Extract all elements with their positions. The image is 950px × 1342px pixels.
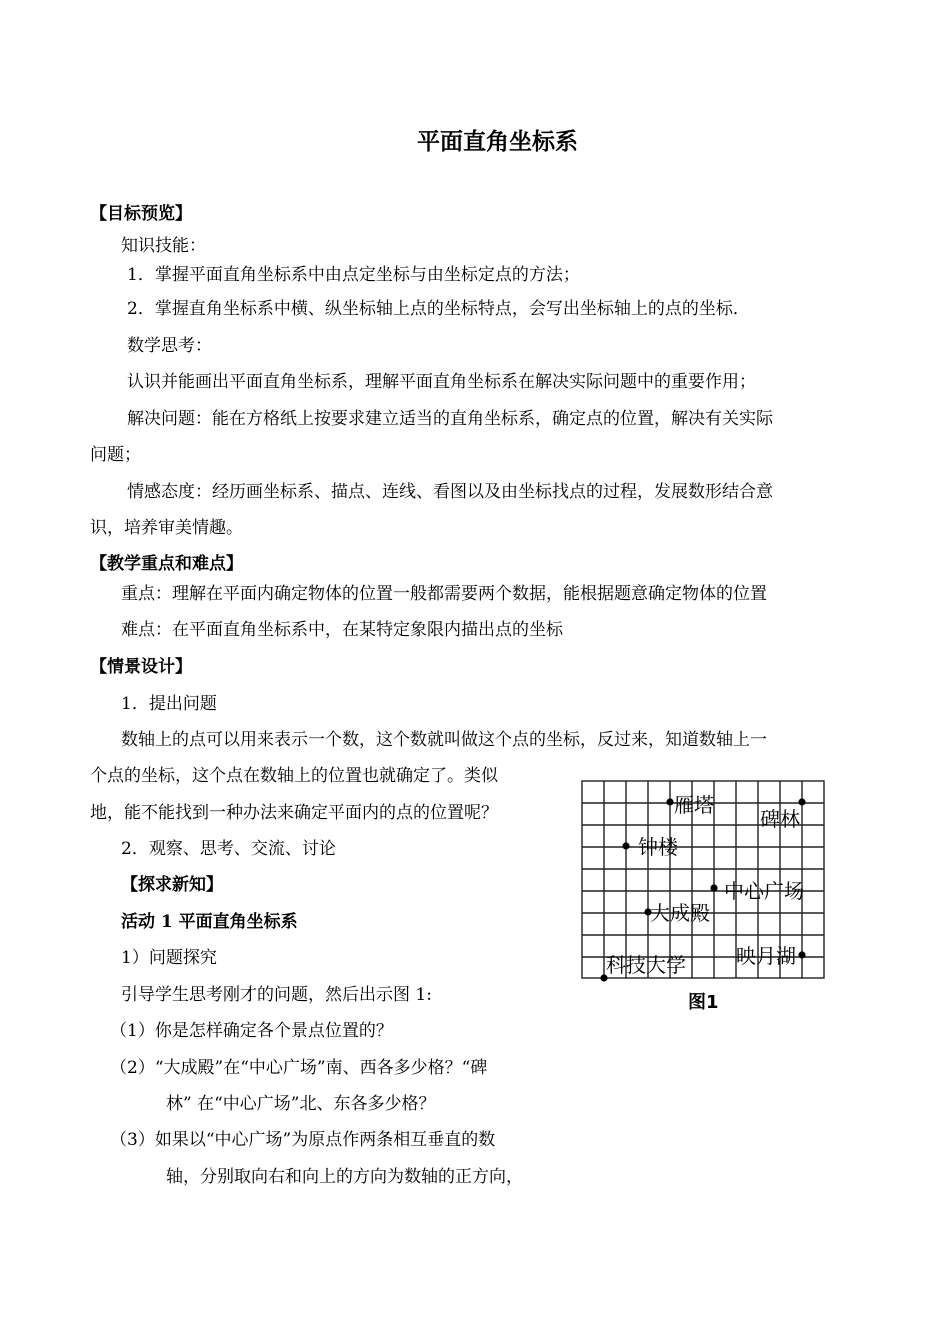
scenario-paragraph-line3: 地，能不能找到一种办法来确定平面内的点的位置呢？ <box>90 803 498 823</box>
beilin-point <box>798 798 805 805</box>
dacheng-label: 大成殿 <box>650 901 710 925</box>
scenario-q2: 2．观察、思考、交流、讨论 <box>121 839 336 859</box>
beilin-label: 碑林 <box>760 807 800 831</box>
scenario-paragraph-line1: 数轴上的点可以用来表示一个数，这个数就叫做这个点的坐标，反过来，知道数轴上一 <box>121 730 767 750</box>
yanta-point <box>666 798 673 805</box>
attitude-text-line2: 识，培养审美情趣。 <box>90 518 243 538</box>
section-scenario-heading: 【情景设计】 <box>90 657 192 677</box>
section-keypoints-heading: 【教学重点和难点】 <box>90 554 243 574</box>
activity-title: 活动 1 平面直角坐标系 <box>121 912 298 932</box>
guide-text: 引导学生思考刚才的问题，然后出示图 1: <box>121 985 432 1005</box>
zhonglou-label: 钟楼 <box>638 835 678 859</box>
yingyue-label: 映月湖 <box>736 944 796 968</box>
page-title: 平面直角坐标系 <box>417 128 578 155</box>
problem-explore-label: 1）问题探究 <box>121 948 217 968</box>
scenario-paragraph-line2: 个点的坐标，这个点在数轴上的位置也就确定了。类似 <box>90 766 498 786</box>
keji-label: 科技大学 <box>606 953 686 977</box>
solve-text-line1: 解决问题：能在方格纸上按要求建立适当的直角坐标系，确定点的位置，解决有关实际 <box>127 409 773 429</box>
difficulty-text: 难点：在平面直角坐标系中，在某特定象限内描出点的坐标 <box>121 620 563 640</box>
scenario-q1: 1．提出问题 <box>121 694 217 714</box>
solve-text-line2: 问题； <box>90 445 141 465</box>
question-2-line1: （2）“大成殿”在“中心广场”南、西各多少格？“碑 <box>110 1058 488 1078</box>
question-2-line2: 林” 在“中心广场”北、东各多少格？ <box>166 1094 436 1114</box>
zhongxin-label: 中心广场 <box>724 879 804 903</box>
scenic-map-figure <box>560 770 850 1020</box>
zhonglou-point <box>622 842 629 849</box>
zhongxin-point <box>710 884 717 891</box>
section-explore-heading: 【探求新知】 <box>121 875 223 895</box>
question-3-line2: 轴，分别取向右和向上的方向为数轴的正方向， <box>166 1167 523 1187</box>
knowledge-label: 知识技能： <box>121 236 206 256</box>
section-goals-heading: 【目标预览】 <box>90 204 192 224</box>
figure-caption: 图1 <box>688 992 719 1013</box>
knowledge-item-1: 1．掌握平面直角坐标系中由点定坐标与由坐标定点的方法； <box>127 265 580 285</box>
math-text: 认识并能画出平面直角坐标系，理解平面直角坐标系在解决实际问题中的重要作用； <box>127 372 756 392</box>
knowledge-item-2: 2．掌握直角坐标系中横、纵坐标轴上点的坐标特点，会写出坐标轴上的点的坐标． <box>127 299 750 319</box>
yingyue-point <box>798 951 805 958</box>
question-1: （1）你是怎样确定各个景点位置的？ <box>110 1021 393 1041</box>
math-label: 数学思考： <box>127 336 212 356</box>
focus-text: 重点：理解在平面内确定物体的位置一般都需要两个数据，能根据题意确定物体的位置 <box>121 584 767 604</box>
question-3-line1: （3）如果以“中心广场”为原点作两条相互垂直的数 <box>110 1130 496 1150</box>
yanta-label: 雁塔 <box>674 793 714 817</box>
attitude-text-line1: 情感态度：经历画坐标系、描点、连线、看图以及由坐标找点的过程，发展数形结合意 <box>127 482 773 502</box>
